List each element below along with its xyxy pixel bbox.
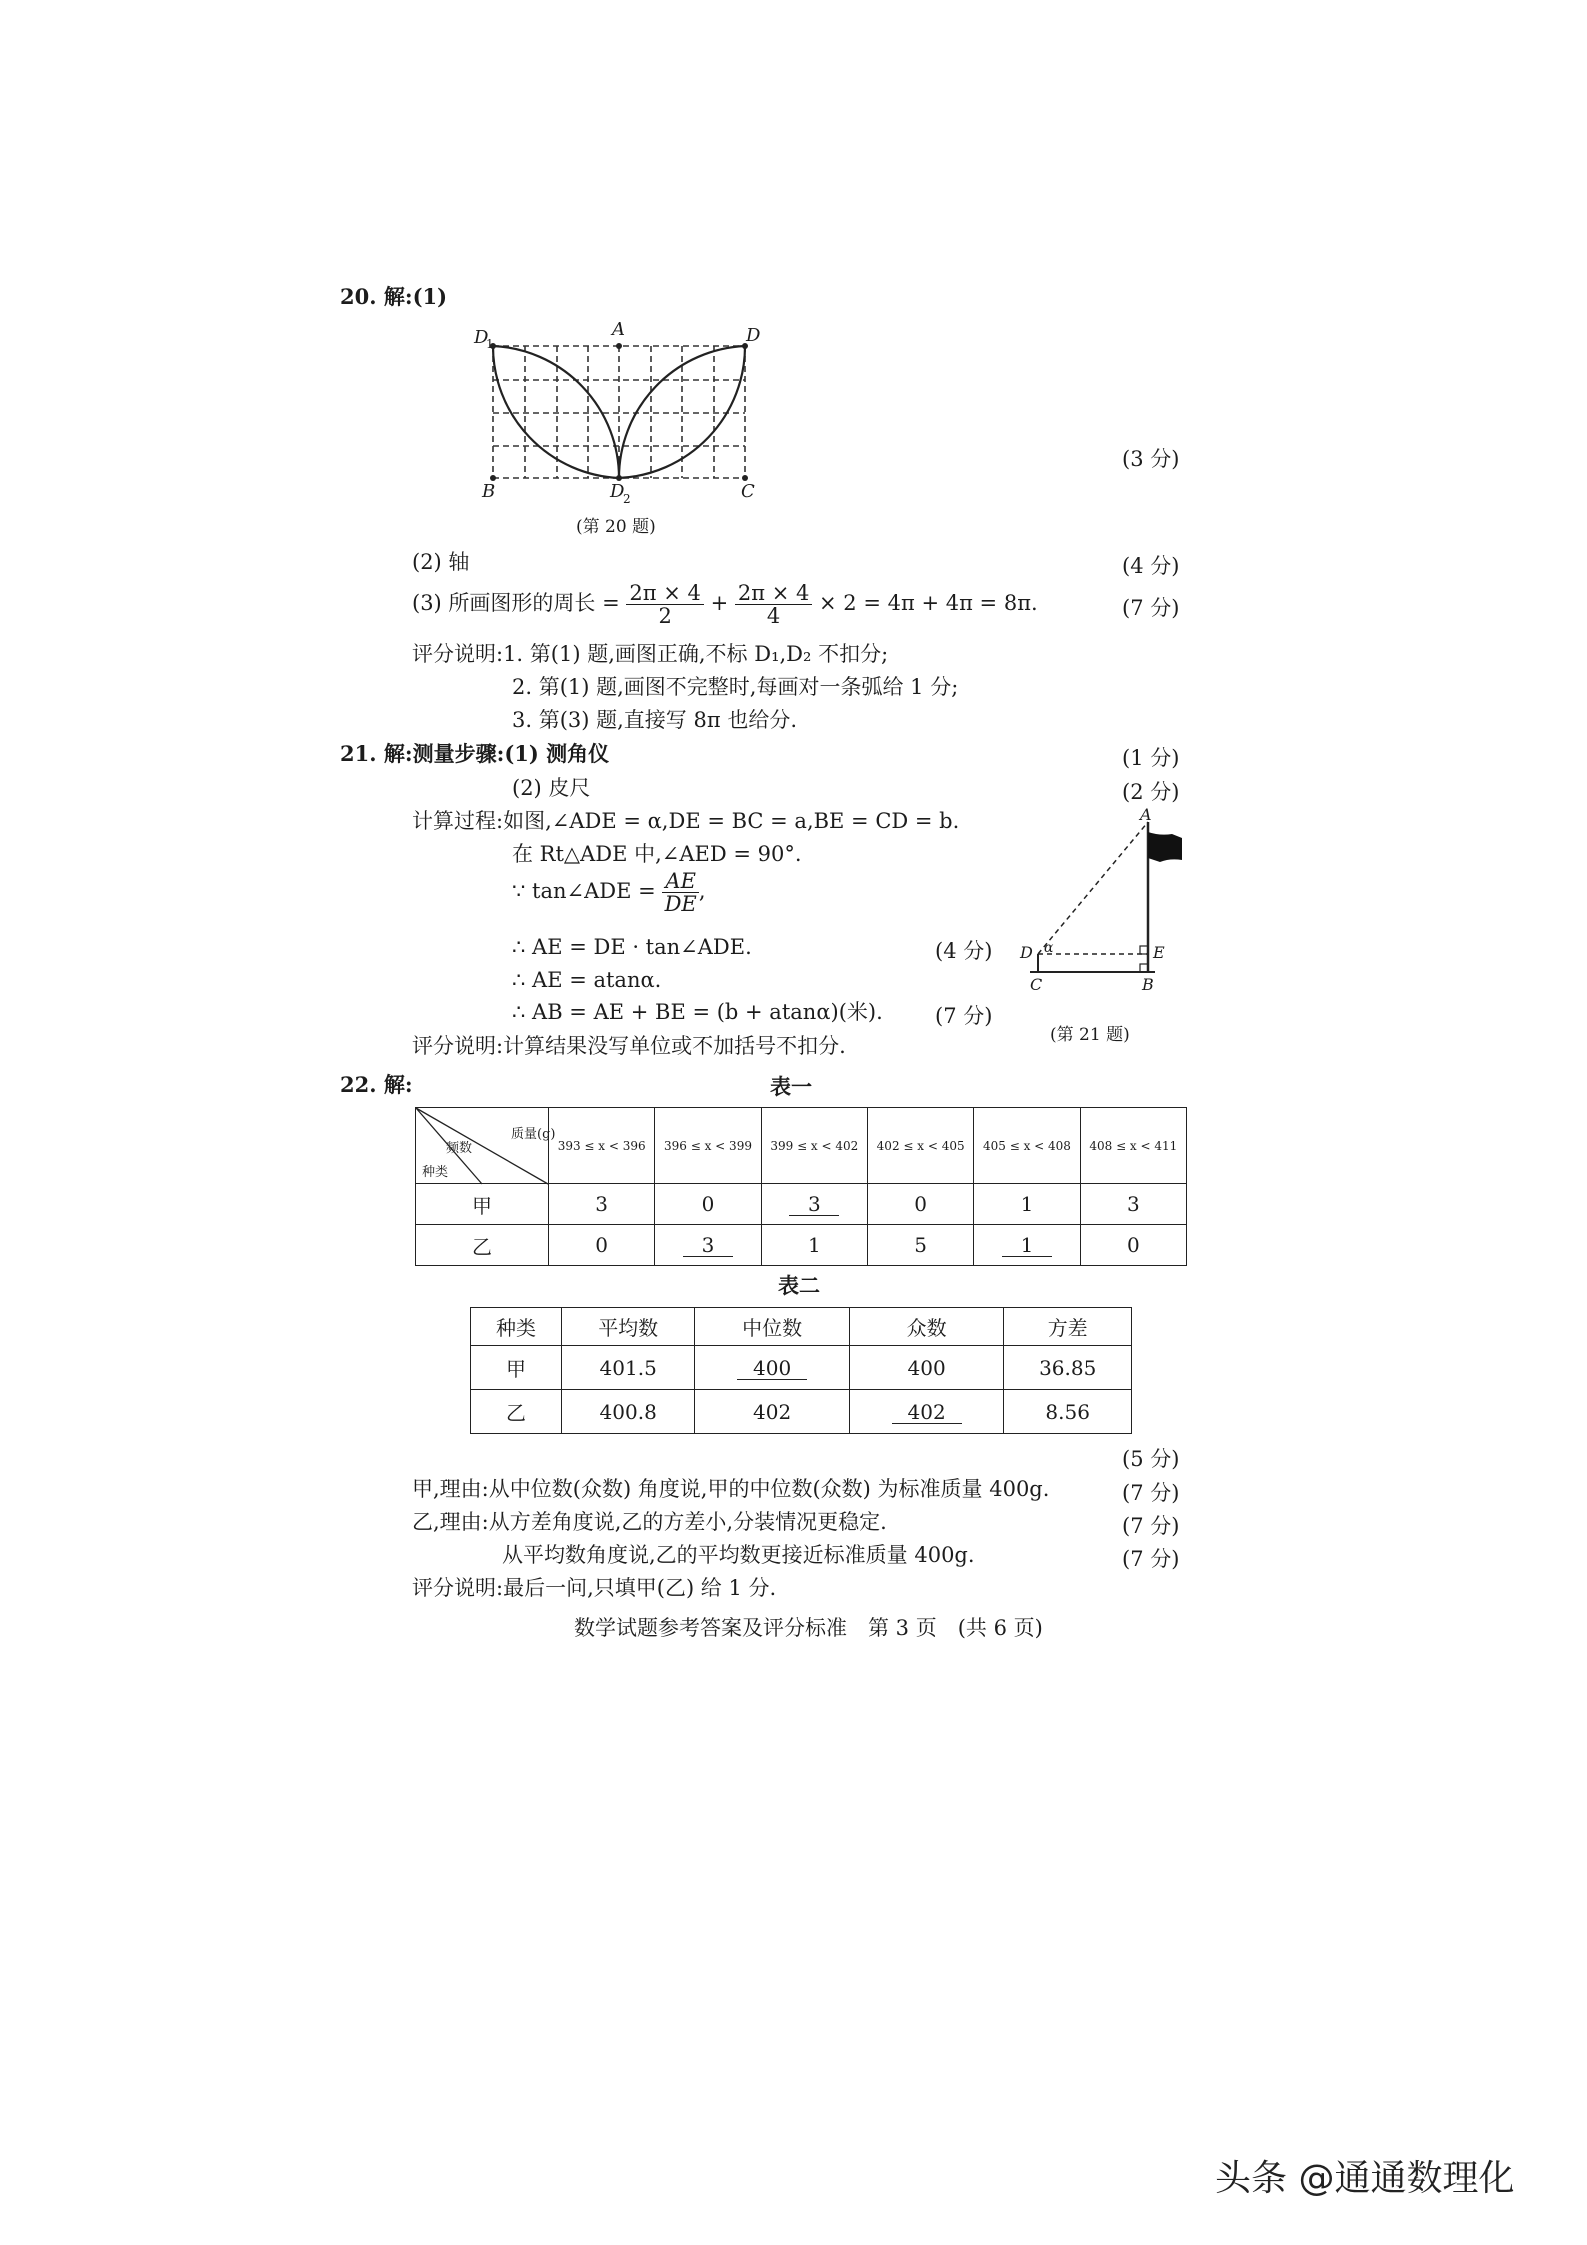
label-e: E (1153, 943, 1165, 962)
table1-cell: 1 (761, 1225, 867, 1266)
table1-corner-top: 质量(g) (511, 1127, 556, 1142)
q21-step2-points: (2 分) (1122, 780, 1180, 804)
table1-cell-filled: 1 (974, 1225, 1080, 1266)
table1-row-name: 乙 (416, 1225, 549, 1266)
q20-figure (470, 315, 770, 505)
table2-cell: 400 (849, 1346, 1004, 1390)
table1-title: 表一 (770, 1074, 812, 1099)
reason-2-points: (7 分) (1122, 1514, 1180, 1538)
table1-corner-mid: 频数 (446, 1141, 473, 1156)
q21-header: 21. 解:测量步骤:(1) 测角仪 (340, 741, 610, 766)
q20-header: 20. 解:(1) (340, 284, 448, 309)
table2 (470, 1307, 1132, 1434)
q21-frac: $\frac{AE}{DE}$ (662, 870, 699, 915)
table2-cell: 401.5 (562, 1346, 695, 1390)
label-d: D (1020, 943, 1033, 962)
table1-header: 396 ≤ x < 399 (655, 1108, 761, 1184)
q21-calc3: ∵ tan∠ADE = $\frac{AE}{DE}$ , (512, 869, 706, 916)
label-d1: D (474, 327, 489, 348)
q21-calc2: 在 Rt△ADE 中,∠AED = 90°. (512, 842, 802, 866)
table1-cell-filled: 3 (655, 1225, 761, 1266)
table2-header: 方差 (1004, 1308, 1132, 1346)
label-a: A (1140, 805, 1152, 824)
table2-cell: 400.8 (562, 1390, 695, 1434)
table1-cell: 5 (867, 1225, 973, 1266)
q21-calc1: 计算过程:如图,∠ADE = α,DE = BC = a,BE = CD = b. (412, 809, 960, 833)
table2-cell: 8.56 (1004, 1390, 1132, 1434)
q20-part3-suffix: × 2 = 4π + 4π = 8π. (819, 591, 1038, 615)
table2-header-row (471, 1308, 1132, 1346)
q21-note: 评分说明:计算结果没写单位或不加括号不扣分. (412, 1034, 846, 1058)
table1-cell-filled: 3 (761, 1184, 867, 1225)
q22-header: 22. 解: (340, 1072, 413, 1097)
table1-row (416, 1225, 1187, 1266)
q20-caption: (第 20 题) (576, 517, 656, 537)
table1-cell: 0 (655, 1184, 761, 1225)
q21-calc4-points: (4 分) (935, 939, 993, 963)
label-d: D (746, 325, 761, 346)
q20-note-3: 3. 第(3) 题,直接写 8π 也给分. (512, 708, 797, 732)
table2-header: 众数 (849, 1308, 1004, 1346)
label-b: B (482, 481, 496, 502)
table1-corner (416, 1108, 556, 1184)
table2-cell: 甲 (471, 1346, 562, 1390)
q20-plus: + (710, 591, 729, 615)
q20-part2-points: (4 分) (1122, 554, 1180, 578)
table1-cell: 0 (549, 1225, 655, 1266)
q21-calc5: ∴ AE = atanα. (512, 968, 662, 992)
q21-step1-points: (1 分) (1122, 746, 1180, 770)
q21-figure (1010, 805, 1210, 1008)
q21-step2: (2) 皮尺 (512, 776, 591, 800)
q21-calc4: ∴ AE = DE · tan∠ADE. (512, 935, 752, 959)
table2-cell-filled: 402 (849, 1390, 1004, 1434)
table1 (415, 1107, 1187, 1266)
table2-header: 种类 (471, 1308, 562, 1346)
q20-part2: (2) 轴 (412, 550, 470, 574)
q20-note-2: 2. 第(1) 题,画图不完整时,每画对一条弧给 1 分; (512, 675, 959, 699)
watermark: 头条 @通通数理化 (1215, 2158, 1515, 2199)
reason-3-points: (7 分) (1122, 1547, 1180, 1571)
q20-part1-points: (3 分) (1122, 447, 1180, 471)
table1-cell: 1 (974, 1184, 1080, 1225)
table2-cell-filled: 400 (695, 1346, 850, 1390)
q21-calc6: ∴ AB = AE + BE = (b + atanα)(米). (512, 1000, 883, 1024)
label-c: C (741, 481, 755, 502)
page-footer: 数学试题参考答案及评分标准 第 3 页 (共 6 页) (574, 1616, 1043, 1640)
table1-header: 393 ≤ x < 396 (549, 1108, 655, 1184)
q20-part3-points: (7 分) (1122, 596, 1180, 620)
table2-cell: 乙 (471, 1390, 562, 1434)
q20-part3-prefix: (3) 所画图形的周长 = (412, 591, 620, 615)
table1-corner-bottom: 种类 (422, 1165, 449, 1180)
q21-caption: (第 21 题) (1050, 1025, 1130, 1045)
table1-cell: 0 (867, 1184, 973, 1225)
q20-part3 (412, 582, 1038, 627)
label-alpha: α (1044, 940, 1054, 956)
q22-note: 评分说明:最后一问,只填甲(乙) 给 1 分. (412, 1576, 777, 1600)
reason-1-points: (7 分) (1122, 1481, 1180, 1505)
table1-header: 405 ≤ x < 408 (974, 1108, 1080, 1184)
table1-cell: 3 (1080, 1184, 1186, 1225)
label-a: A (612, 319, 625, 340)
table1-cell: 3 (549, 1184, 655, 1225)
label-d2-sub: 2 (623, 492, 631, 506)
label-c: C (1030, 975, 1043, 994)
q20-frac2: $\frac{2\pi \times 4}{4}$ (735, 582, 812, 627)
table2-header: 平均数 (562, 1308, 695, 1346)
table2-header: 中位数 (695, 1308, 850, 1346)
q20-note-1: 评分说明:1. 第(1) 题,画图正确,不标 D₁,D₂ 不扣分; (412, 642, 889, 666)
table1-cell: 0 (1080, 1225, 1186, 1266)
reason-1: 甲,理由:从中位数(众数) 角度说,甲的中位数(众数) 为标准质量 400g. (412, 1477, 1050, 1501)
label-d2: D (610, 481, 625, 502)
table2-row (471, 1390, 1132, 1434)
table1-row-name: 甲 (416, 1184, 549, 1225)
table1-header: 399 ≤ x < 402 (761, 1108, 867, 1184)
q21-calc6-points: (7 分) (935, 1004, 993, 1028)
table-points: (5 分) (1122, 1447, 1180, 1471)
table2-row (471, 1346, 1132, 1390)
table2-cell: 36.85 (1004, 1346, 1132, 1390)
table2-cell: 402 (695, 1390, 850, 1434)
label-d1-sub: 1 (486, 337, 494, 351)
table1-row (416, 1184, 1187, 1225)
table1-header: 402 ≤ x < 405 (867, 1108, 973, 1184)
label-b: B (1142, 975, 1154, 994)
table2-title: 表二 (778, 1273, 820, 1298)
q20-frac1: $\frac{2\pi \times 4}{2}$ (626, 582, 703, 627)
reason-3: 从平均数角度说,乙的平均数更接近标准质量 400g. (502, 1543, 975, 1567)
reason-2: 乙,理由:从方差角度说,乙的方差小,分装情况更稳定. (412, 1510, 887, 1534)
table1-header: 408 ≤ x < 411 (1080, 1108, 1186, 1184)
